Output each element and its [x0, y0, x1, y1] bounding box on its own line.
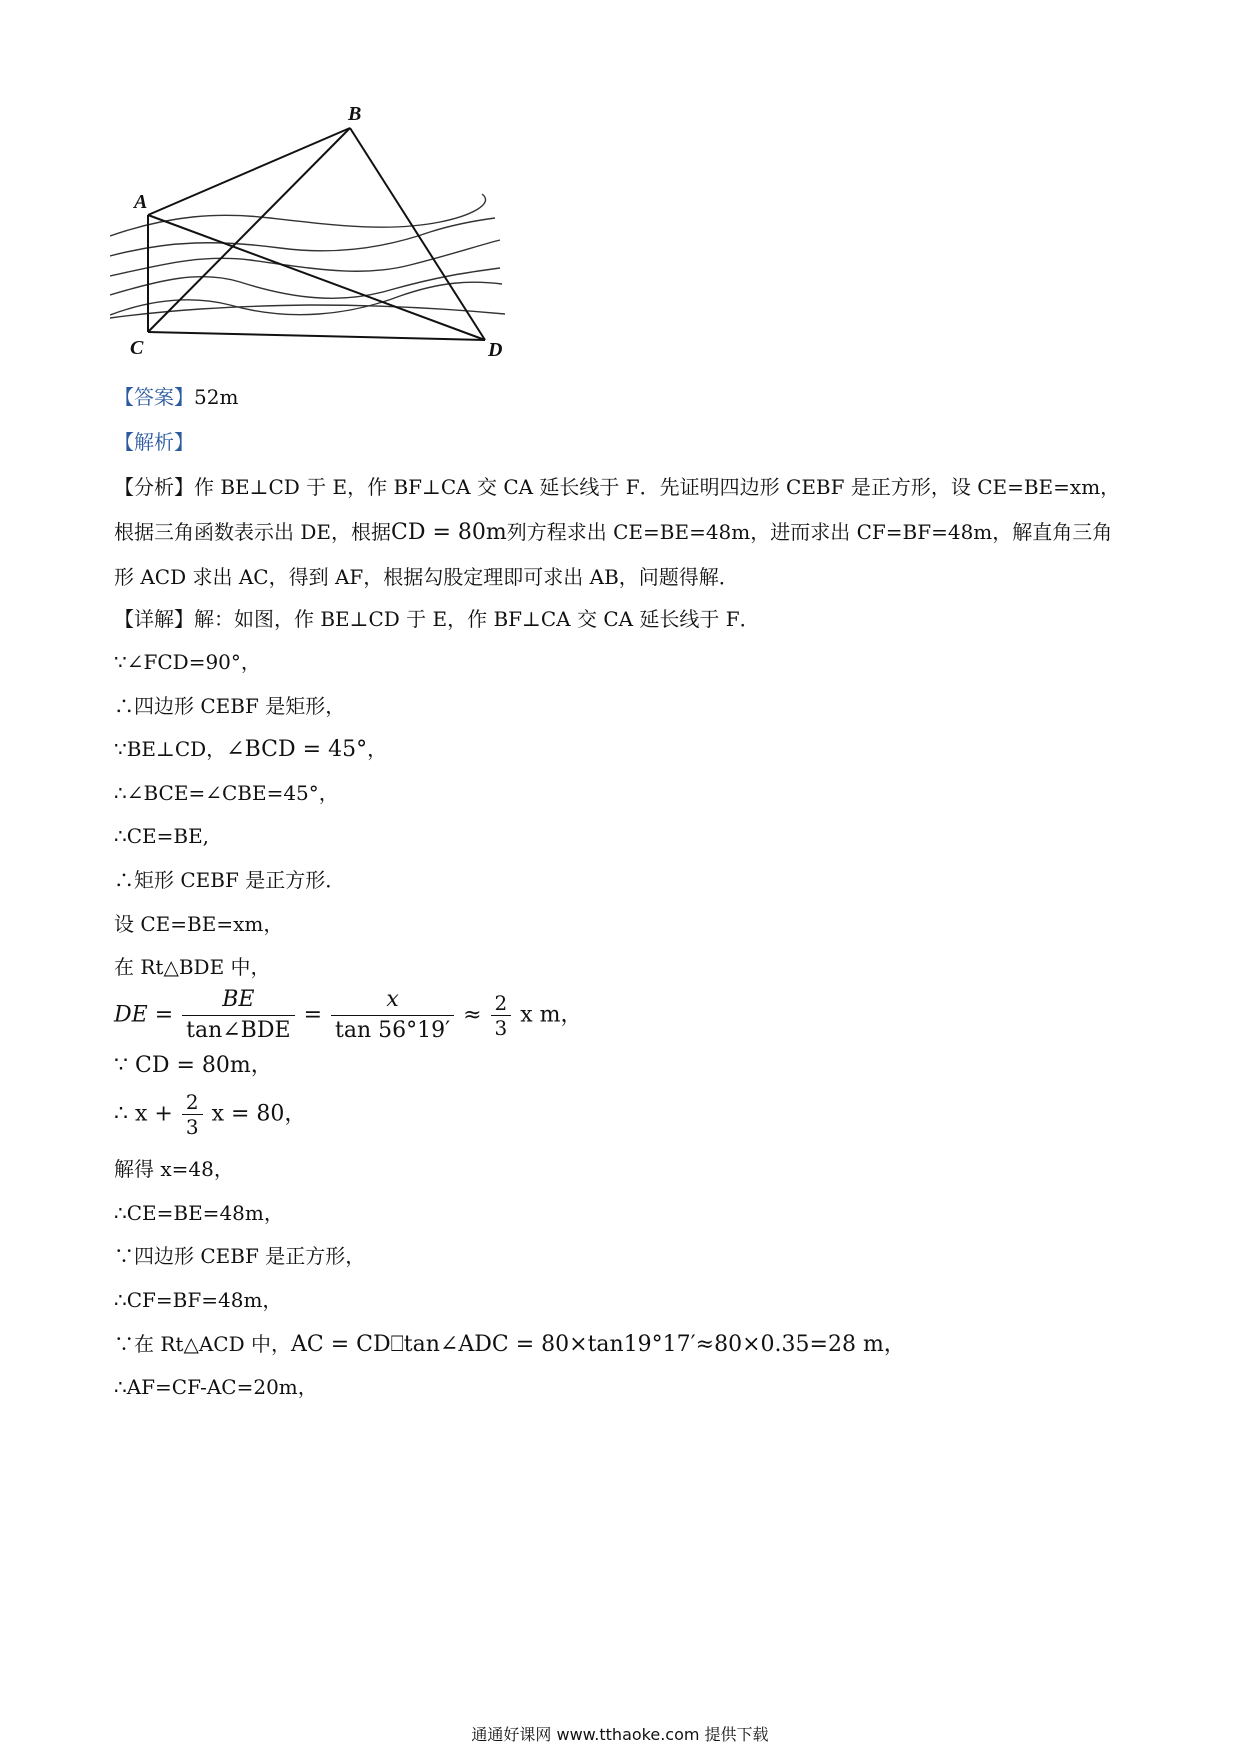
xiangjie-intro: 解：如图，作 BE⊥CD 于 E，作 BF⊥CA 交 CA 延长线于 F． [194, 607, 760, 631]
equation-de [114, 985, 583, 1046]
segment-cd [148, 332, 485, 340]
step-2: ∴四边形 CEBF 是矩形， [114, 694, 346, 718]
segment-ab [148, 128, 350, 215]
fraction-x-tan [331, 985, 454, 1046]
answer-line [114, 383, 238, 411]
fenxi-line-1 [114, 473, 1120, 501]
fraction-3-den: 3 [494, 1016, 508, 1040]
eq1-equals: = [303, 1002, 322, 1028]
step-15: ∴AF=CF-AC=20m， [114, 1375, 318, 1399]
fraction-2-num: x [331, 985, 454, 1016]
step-12: ∵四边形 CEBF 是正方形， [114, 1244, 366, 1268]
step-1: ∵∠FCD=90°， [114, 650, 261, 674]
eq1-tail: x m， [520, 1002, 583, 1028]
river-triangle-diagram [110, 100, 570, 410]
step-14-math: AC = CD⎕tan∠ADC = 80×tan19°17′≈80×0.35=28 m， [290, 1332, 906, 1357]
fraction-1-num: BE [182, 985, 294, 1016]
analysis-tag-line [114, 428, 194, 456]
step-6: ∴矩形 CEBF 是正方形． [114, 868, 346, 892]
step-8: 在 Rt△BDE 中， [114, 955, 271, 979]
xiangjie-tag: 【详解】 [114, 607, 194, 631]
fenxi-tag: 【分析】 [114, 475, 194, 499]
step-10: 解得 x=48， [114, 1157, 234, 1181]
fenxi-line-2 [114, 518, 1112, 547]
step-7: 设 CE=BE=xm， [114, 912, 284, 936]
point-label-d: D [488, 339, 503, 361]
step-3-math: ∠BCD = 45° [226, 737, 368, 762]
fraction-1-den: tan∠BDE [186, 1018, 291, 1043]
fraction-2-den: tan 56°19′ [335, 1018, 451, 1043]
step-3 [114, 735, 387, 764]
fraction-eq2 [182, 1090, 203, 1139]
fenxi-text-1: 作 BE⊥CD 于 E，作 BF⊥CA 交 CA 延长线于 F．先证明四边形 CEBF 是正方形，设 CE=BE=xm， [194, 475, 1121, 499]
fenxi-text-2b: 列方程求出 CE=BE=48m，进而求出 CF=BF=48m，解直角三角 [506, 520, 1113, 544]
xiangjie-line-0 [114, 605, 760, 633]
fraction-eq2-den: 3 [185, 1115, 199, 1139]
fenxi-text-2a: 根据三角函数表示出 DE，根据 [114, 520, 391, 544]
fraction-eq2-num: 2 [182, 1090, 203, 1115]
step-3-text: ∵BE⊥CD， [114, 737, 227, 761]
eq2-post: x = 80， [211, 1101, 307, 1127]
step-14 [114, 1330, 906, 1359]
fenxi-text-3: 形 ACD 求出 AC，得到 AF，根据勾股定理即可求出 AB，问题得解． [114, 565, 739, 589]
step-13: ∴CF=BF=48m， [114, 1288, 283, 1312]
fenxi-math-cd: CD = 80m [391, 520, 507, 545]
point-label-a: A [134, 191, 148, 213]
fenxi-line-3 [114, 563, 739, 591]
segment-bc [148, 128, 350, 332]
fraction-3-num: 2 [491, 991, 512, 1016]
equation-x [114, 1090, 306, 1139]
point-label-b: B [348, 103, 362, 125]
step-3-comma: ， [367, 737, 388, 761]
step-5: ∴CE=BE, [114, 824, 210, 848]
step-9: ∵ CD = 80m， [114, 1053, 273, 1078]
segment-ad [148, 215, 485, 340]
step-11: ∴CE=BE=48m， [114, 1201, 284, 1225]
geometry-figure [110, 100, 570, 410]
step-4: ∴∠BCE=∠CBE=45°， [114, 781, 339, 805]
point-label-c: C [130, 337, 144, 359]
river-line-1 [110, 218, 495, 256]
page-footer: 通通好课网 www.tthaoke.com 提供下载 [471, 1725, 769, 1744]
fraction-be-tan [182, 985, 294, 1046]
river-bank-top [110, 194, 486, 236]
step-14-text: ∵在 Rt△ACD 中， [114, 1332, 291, 1356]
answer-tag: 【答案】 [114, 385, 194, 409]
eq1-approx: ≈ [463, 1002, 482, 1028]
answer-value: 52m [194, 385, 239, 409]
eq1-lhs: DE = [114, 1002, 174, 1028]
analysis-tag: 【解析】 [114, 430, 194, 454]
eq2-pre: ∴ x + [114, 1101, 173, 1127]
fraction-two-thirds [491, 991, 512, 1040]
